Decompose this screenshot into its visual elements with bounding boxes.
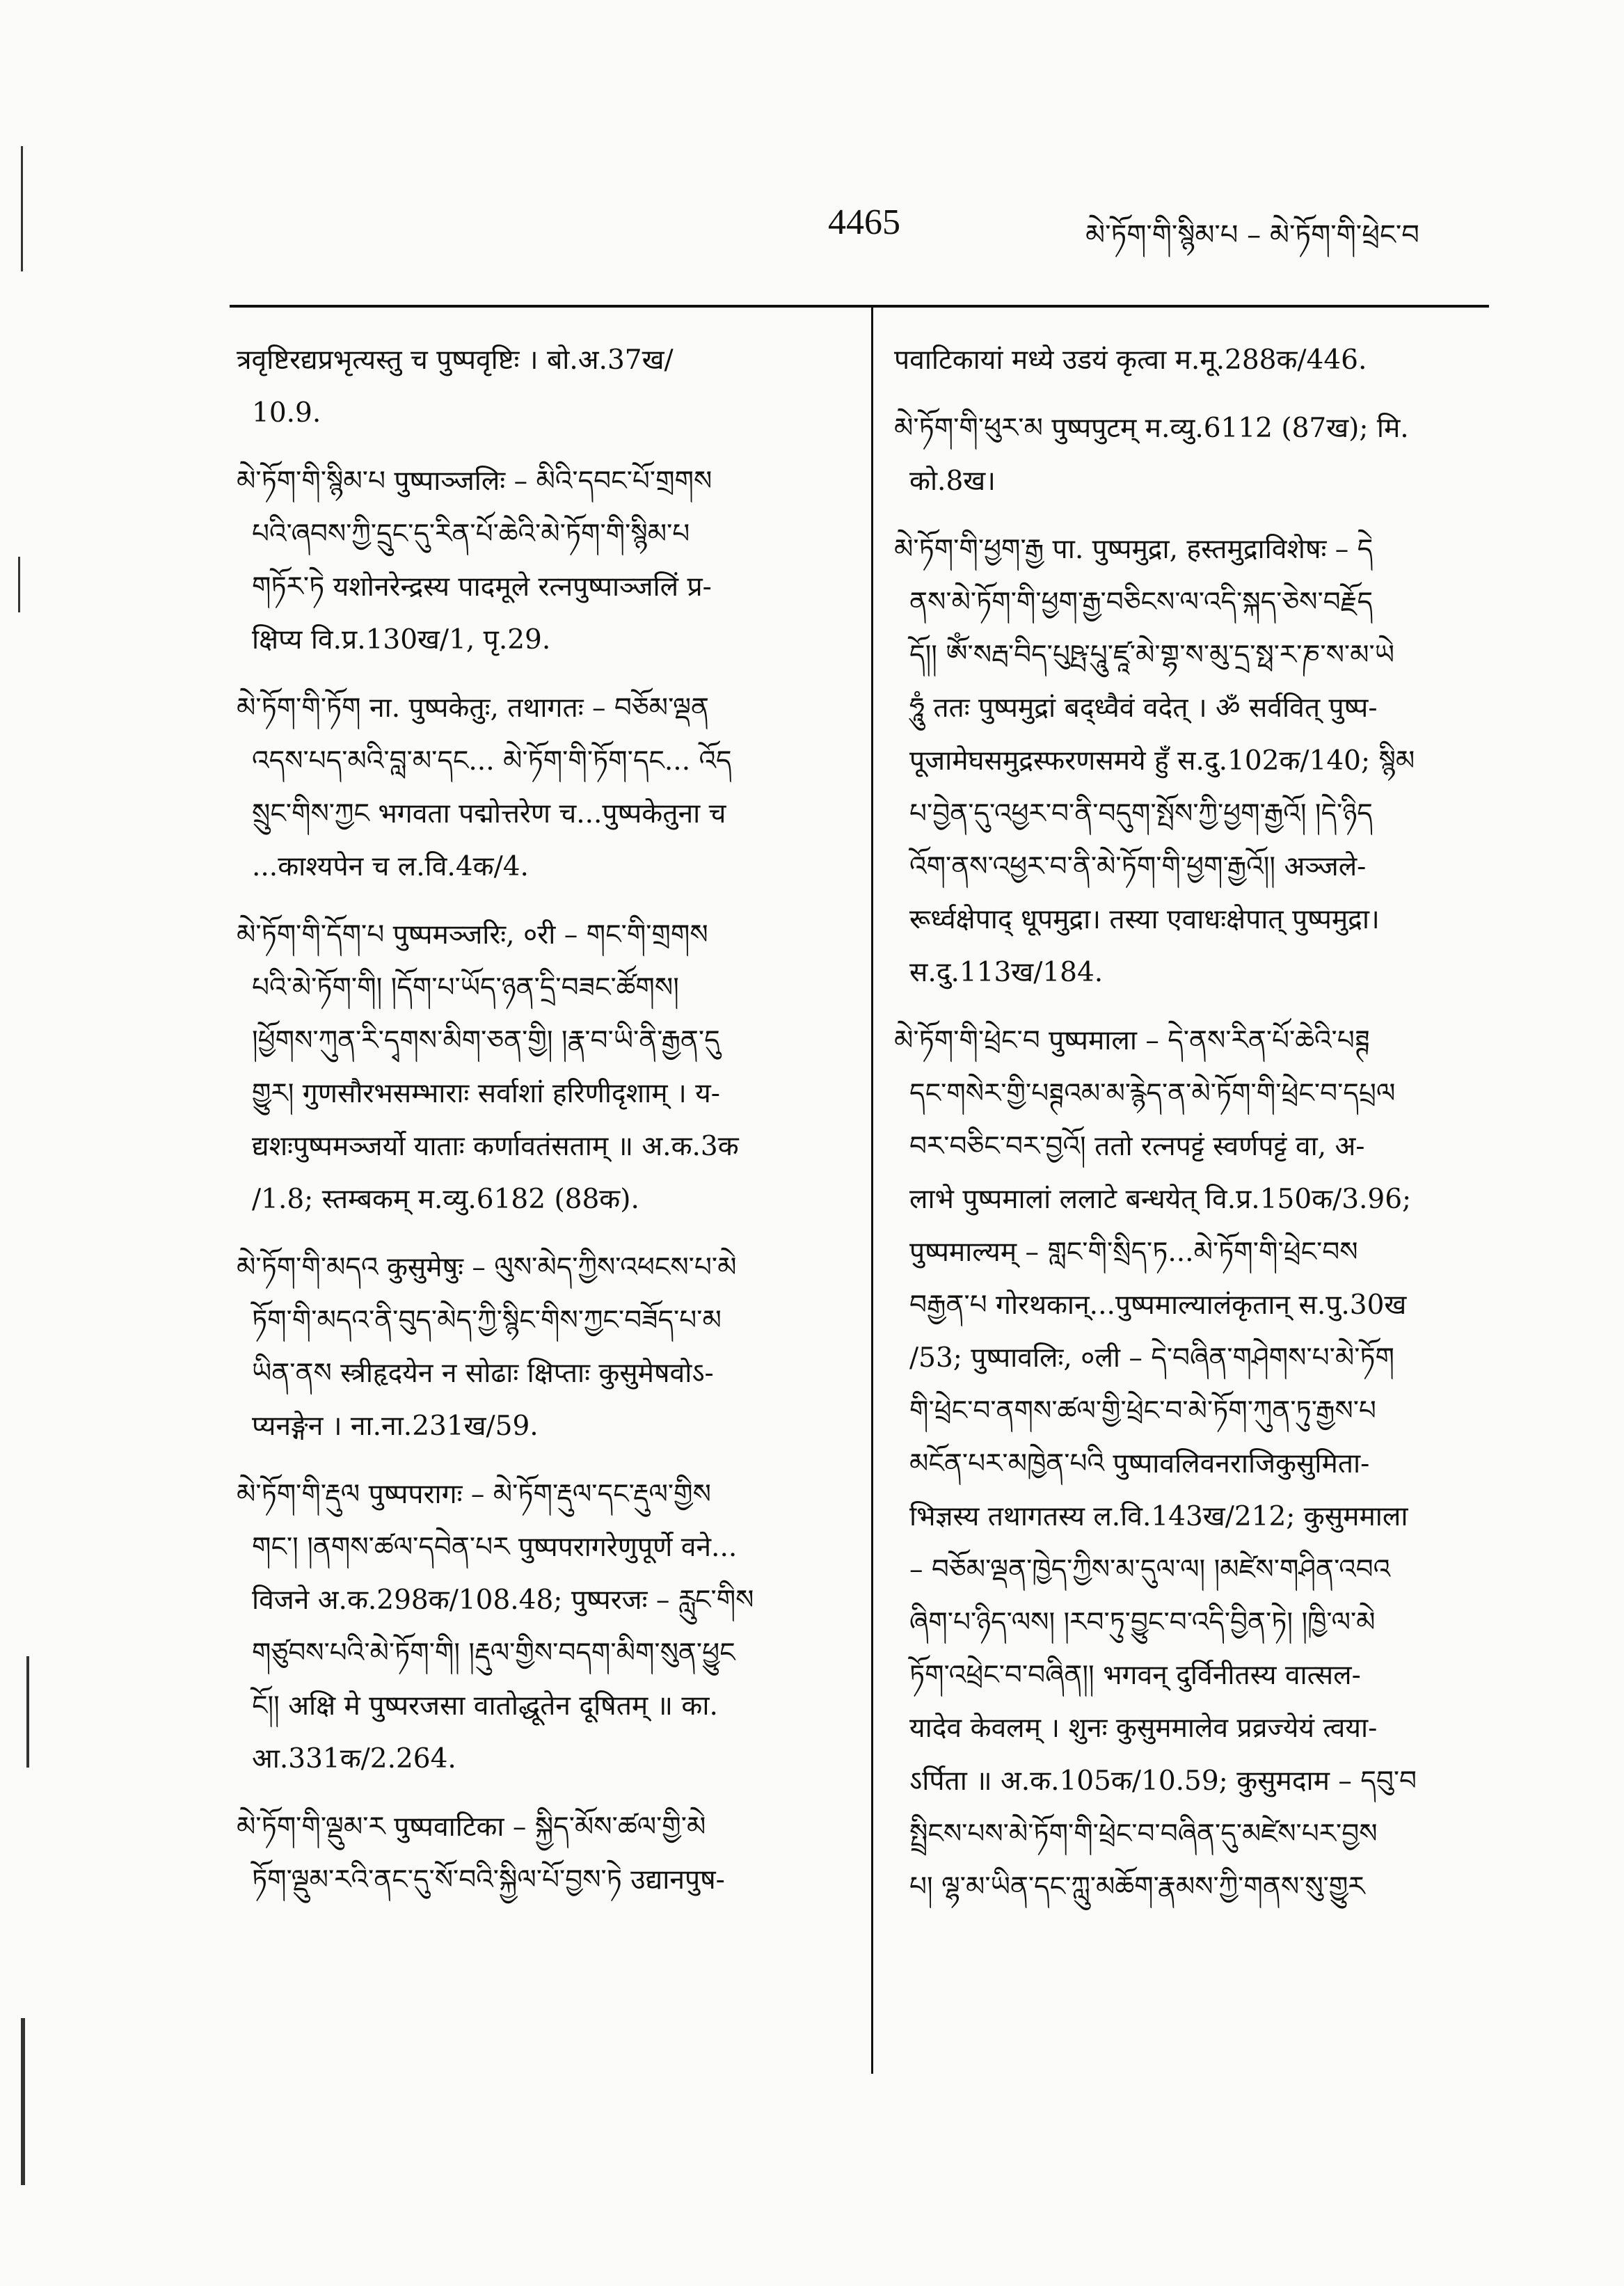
entry-line: དོ།། ཨོཾ་སརྦ་བིད་པུཥྤ་པཱུ་ཛཱ་མེ་གྷ་ས་མུ་དྲ་སྥ་ར་ཎ་ས་མ་ཡེ — [909, 640, 1394, 671]
entry-line: प्यनङ्गेन । ना.ना.231ख/59. — [252, 1411, 539, 1442]
entry-line: ऽर्पिता ॥ अ.क.105क/10.59; कुसुमदाम – དབུ་བ — [909, 1765, 1417, 1797]
entry-line: ནས་མེ་ཏོག་གི་ཕྱག་རྒྱ་བཅིངས་ལ་འདི་སྐད་ཅེས་བརྗོད — [909, 587, 1374, 618]
dictionary-entry — [894, 402, 1506, 508]
entry-line: त्रवृष्टिरद्यप्रभृत्यस्तु च पुष्पवृष्टिः । बो.अ.37ख/ — [237, 344, 674, 376]
entry-line: भिज्ञस्य तथागतस्य ल.वि.143ख/212; कुसुममाला — [909, 1501, 1408, 1532]
entry-line: པའི་ཞབས་ཀྱི་དྲུང་དུ་རིན་པོ་ཆེའི་མེ་ཏོག་གི་སྙིམ་པ — [252, 518, 690, 550]
entry-line: /53; पुष्पावलिः, ०ली – དེ་བཞིན་གཤེགས་པ་མེ་ཏོག — [909, 1342, 1394, 1374]
dictionary-entry — [894, 334, 1506, 387]
entry-line: མེ་ཏོག་གི་རྡུལ पुष्पपरागः – མེ་ཏོག་རྡུལ་དང་རྡུལ་གྱིས — [237, 1479, 711, 1510]
entry-line: མེ་ཏོག་གི་མདའ कुसुमेषुः – ལུས་མེད་ཀྱིས་འཕངས་པ་མེ — [237, 1252, 737, 1283]
header-rule — [230, 305, 1489, 308]
dictionary-entry — [237, 334, 849, 440]
entry-line: གྱུར། गुणसौरभसम्भाराः सर्वाशां हरिणीदृशाम् । य- — [252, 1078, 720, 1109]
entry-line: विजने अ.क.298क/108.48; पुष्परजः – རླུང་གིས — [252, 1585, 754, 1616]
entry-line: མེ་ཏོག་གི་ཏོག ना. पुष्पकेतुः, तथागतः – བཅོམ་ལྡན — [237, 692, 710, 724]
dictionary-entry — [237, 1801, 849, 1907]
right-column — [894, 334, 1506, 1929]
entry-line: གཙུབས་པའི་མེ་ཏོག་གི། །རྡུལ་གྱིས་བདག་མིག་སུན་ཕྱུང — [252, 1637, 735, 1669]
entry-line: གི་ཕྲེང་བ་ནགས་ཚལ་གྱི་ཕྲེང་བ་མེ་ཏོག་ཀུན་ཏུ་རྒྱས་པ — [909, 1395, 1376, 1427]
entry-line: པ། ལྷ་མ་ཡིན་དང་ཀླུ་མཆོག་རྣམས་ཀྱི་གནས་སུ་གྱུར — [909, 1871, 1365, 1903]
entry-line: ཞིག་པ་ཉིད་ལས། །རབ་ཏུ་བྱུང་བ་འདི་བྱིན་ཏེ། །ཁྱི་ལ་མེ — [909, 1607, 1376, 1638]
entry-line: यादेव केवलम् । शुनः कुसुममालेव प्रव्रज्येयं त्वया- — [909, 1713, 1378, 1744]
entry-line: 10.9. — [252, 397, 321, 429]
entry-line: མེ་ཏོག་གི་སྙིམ་པ पुष्पाञ्जलिः – མིའི་དབང་པོ་གྲགས — [237, 466, 713, 497]
entry-line: ཡིན་ནས स्त्रीहृदयेन न सोढाः क्षिप्ताः कुसुमेषवोऽ- — [252, 1358, 714, 1389]
entry-line: དང་གསེར་གྱི་པཊྚའམ་མ་རྙེད་ན་མེ་ཏོག་གི་ཕྲེང་བ་དཔྲལ — [909, 1078, 1396, 1109]
dictionary-entry — [237, 1241, 849, 1453]
entry-line: པ་བྱེན་དུ་འཕྱར་བ་ནི་བདུག་སྤོས་ཀྱི་ཕྱག་རྒྱའོ། །དེ་ཉིད — [909, 798, 1373, 830]
entry-line: – བཅོམ་ལྡན་ཁྱེད་ཀྱིས་མ་དུལ་ལ། །མཛེས་གཤིན་འབའ — [909, 1554, 1391, 1585]
entry-line: ཏོག་འཕྲེང་བ་བཞིན།། भगवन् दुर्विनीतस्य वात्सल- — [909, 1660, 1361, 1691]
page-number: 4465 — [828, 203, 900, 242]
entry-line: /1.8; स्तम्बकम् म.व्यु.6182 (88क). — [252, 1184, 639, 1215]
entry-line: གཏོར་ཏེ यशोनरेन्द्रस्य पादमूले रत्नपुष्पाञ्जलिं प्र- — [252, 571, 712, 603]
entry-line: पुष्पमाल्यम् – གླང་གི་སྲིད་ཏ...མེ་ཏོག་གི་ཕྲེང་བས — [909, 1237, 1358, 1268]
entry-line: གང་། །ནགས་ཚལ་དབེན་པར पुष्पपरागरेणुपूर्णे वने... — [252, 1532, 738, 1563]
entry-line: को.8ख। — [909, 466, 996, 497]
entry-line: པའི་མེ་ཏོག་གི། །དོག་པ་ཡོད་ཉན་དྲི་བཟང་ཚོགས། — [252, 972, 679, 1003]
entry-line: स.दु.113ख/184. — [909, 957, 1104, 988]
dictionary-entry — [237, 455, 849, 667]
entry-line: སྤྲིངས་པས་མེ་ཏོག་གི་ཕྲེང་བ་བཞིན་དུ་མཛེས་པར་བྱས — [909, 1818, 1378, 1850]
dictionary-entry — [237, 909, 849, 1226]
entry-line: མེ་ཏོག་གི་ཕྱག་རྒྱ पा. पुष्पमुद्रा, हस्तमुद्राविशेषः – དེ — [894, 534, 1374, 565]
entry-line: བརྒྱན་པ गोरथकान्...पुष्पमाल्यालंकृतान् स.पु.30ख — [909, 1289, 1407, 1321]
entry-line: བར་བཅིང་བར་བྱའོ། ततो रत्नपट्टं स्वर्णपट्टं वा, अ- — [909, 1131, 1365, 1162]
entry-line: पूजामेघसमुद्रस्फरणसमये हुँ स.दु.102क/140; སྙིམ — [909, 745, 1415, 777]
dictionary-entry — [237, 682, 849, 894]
dictionary-entry — [894, 1015, 1506, 1914]
entry-line: ཏོག་གི་མདའ་ནི་བུད་མེད་ཀྱི་སྙིང་གིས་ཀྱང་བཟོད་པ་མ — [252, 1305, 722, 1336]
entry-line: སྲུང་གིས་ཀྱང भगवता पद्मोत्तरेण च...पुष्पकेतुना च — [252, 798, 726, 830]
entry-line: आ.331क/2.264. — [252, 1743, 456, 1775]
entry-line: पवाटिकायां मध्ये उडयं कृत्वा म.मू.288क/446. — [894, 344, 1367, 376]
entry-line: द्यशःपुष्पमञ्जर्यो याताः कर्णावतंसताम् ॥ अ.क.3क — [252, 1131, 739, 1162]
entry-line: क्षिप्य वि.प्र.130ख/1, पृ.29. — [252, 624, 551, 656]
entry-line: འདས་པད་མའི་བླ་མ་དང... མེ་ཏོག་གི་ཏོག་དང... འོད — [252, 745, 732, 777]
entry-line: མངོན་པར་མཁྱེན་པའི पुष्पावलिवनराजिकुसुमिता- — [909, 1448, 1370, 1479]
entry-line: །ཕྱོགས་ཀུན་རི་དྭགས་མིག་ཅན་གྱི། །རྣ་བ་ཡི་ནི་རྒྱན་དུ — [252, 1025, 720, 1056]
scan-edge-artifacts — [0, 0, 49, 2286]
dictionary-entry — [237, 1468, 849, 1786]
running-head: མེ་ཏོག་གི་སྙིམ་པ – མེ་ཏོག་གི་ཕྲེང་བ — [1085, 219, 1419, 251]
entry-line: མེ་ཏོག་གི་དོག་པ पुष्पमञ्जरिः, ०री – གང་གི་གྲགས — [237, 919, 708, 951]
entry-line: लाभे पुष्पमालां ललाटे बन्धयेत् वि.प्र.150क/3.96; — [909, 1184, 1412, 1215]
left-column — [237, 334, 849, 1922]
entry-line: ངོ།། अक्षि मे पुष्परजसा वातोद्धूतेन दूषितम् ॥ का. — [252, 1690, 718, 1722]
entry-line: མེ་ཏོག་གི་ཕུར་མ पुष्पपुटम् म.व्यु.6112 (87ख); मि. — [894, 413, 1409, 444]
entry-line: ཧཱུཾ ततः पुष्पमुद्रां बद्ध्वैवं वदेत् । ॐ सर्ववित् पुष्प- — [909, 692, 1378, 724]
entry-line: མེ་ཏོག་གི་ཕྲེང་བ पुष्पमाला – དེ་ནས་རིན་པོ་ཆེའི་པཊྚ — [894, 1025, 1370, 1056]
dictionary-entry — [894, 523, 1506, 999]
entry-line: ...काश्यपेन च ल.वि.4क/4. — [252, 851, 529, 882]
entry-line: रूर्ध्वक्षेपाद् धूपमुद्रा। तस्या एवाधःक्षेपात् पुष्पमुद्रा। — [909, 904, 1380, 935]
column-divider — [871, 306, 873, 2074]
entry-line: འོག་ནས་འཕྱར་བ་ནི་མེ་ཏོག་གི་ཕྱག་རྒྱའོ།། अञ्जले- — [909, 851, 1367, 882]
entry-line: མེ་ཏོག་གི་ལྡུམ་ར पुष्पवाटिका – སྐྱིད་མོས་ཚལ་གྱི་མེ — [237, 1811, 706, 1843]
entry-line: ཏོག་ལྡུམ་རའི་ནང་དུ་སོ་བའི་སྐྱིལ་པོ་བྱས་ཏེ उद्यानपुष- — [252, 1864, 725, 1896]
